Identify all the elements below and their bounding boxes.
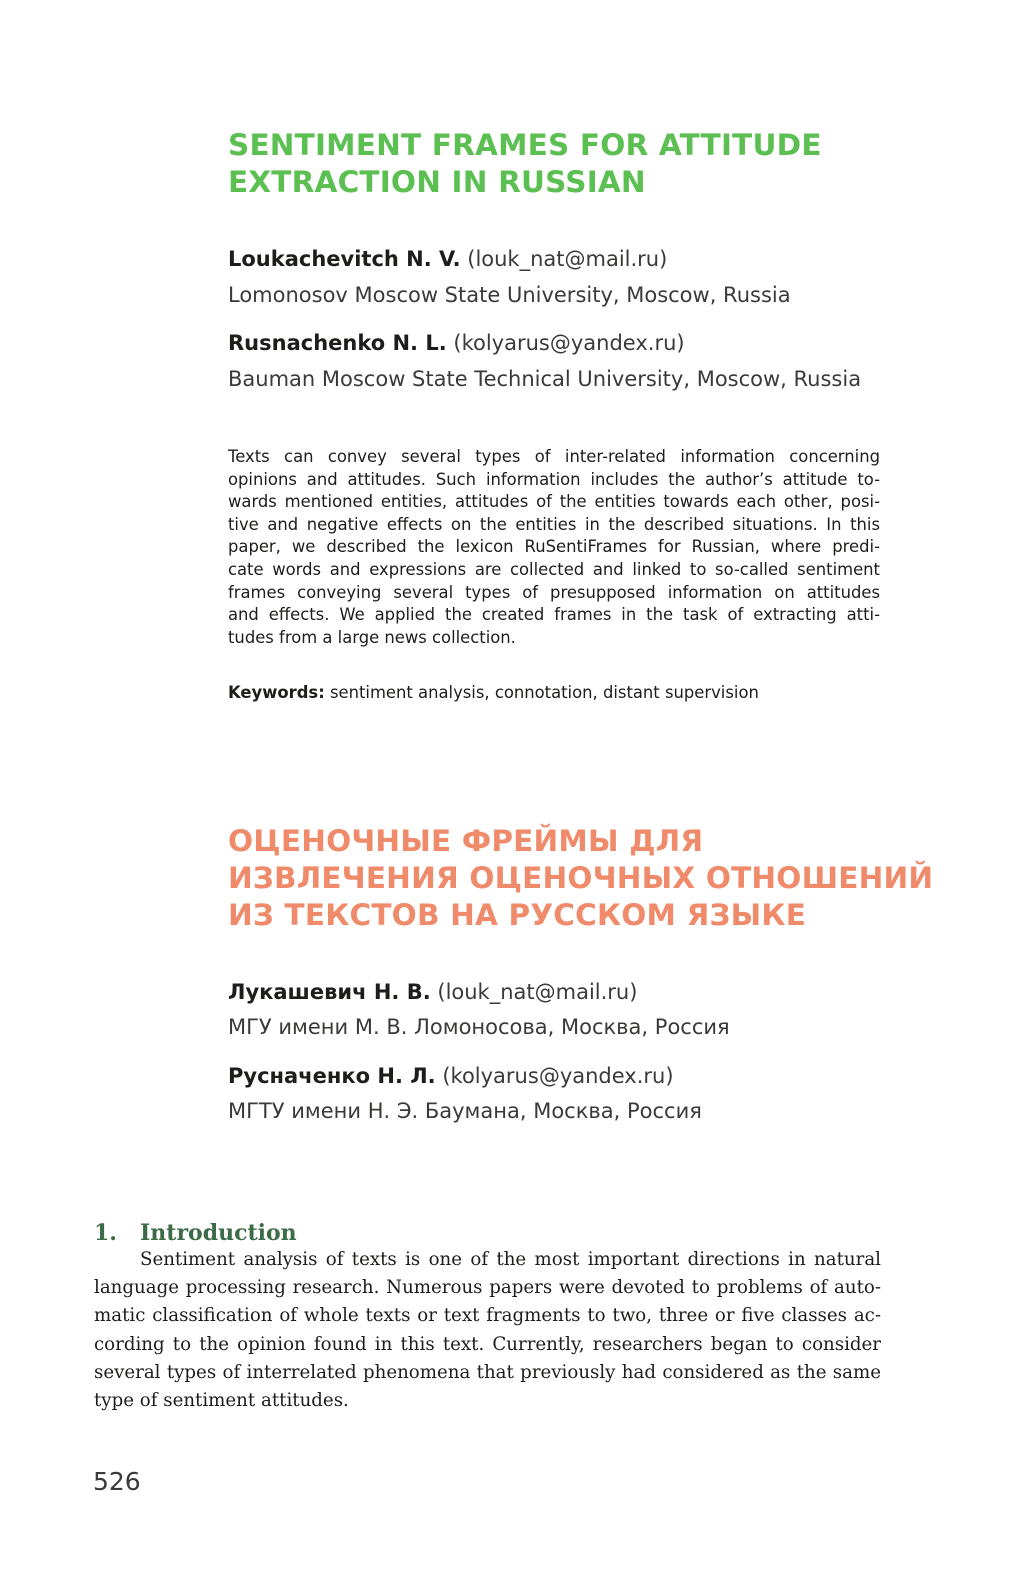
russian-author-1-affiliation: МГУ имени М. В. Ломоносова, Москва, Россия (228, 1015, 730, 1039)
author-email: (kolyarus@yandex.ru) (453, 331, 685, 355)
paragraph-line: type of sentiment attitudes. (94, 1389, 349, 1411)
abstract-line: wards mentioned entities, attitudes of the entities towards each other, posi- (228, 492, 880, 512)
russian-title-line: ИЗ ТЕКСТОВ НА РУССКОМ ЯЗЫКЕ (228, 898, 807, 932)
abstract-line: paper, we described the lexicon RuSentiFrames for Russian, where predi- (228, 537, 880, 557)
english-title-line: EXTRACTION IN RUSSIAN (228, 165, 646, 199)
russian-author-2 (228, 1063, 908, 1089)
abstract-line: tudes from a large news collection. (228, 627, 516, 647)
abstract-line: Texts can convey several types of inter-related information concerning (228, 447, 880, 466)
russian-title-line: ИЗВЛЕЧЕНИЯ ОЦЕНОЧНЫХ ОТНОШЕНИЙ (228, 861, 934, 895)
keywords-label: Keywords: (228, 683, 325, 702)
abstract-line: opinions and attitudes. Such information includes the author’s attitude to- (228, 469, 880, 489)
author-name: Русначенко Н. Л. (228, 1064, 436, 1088)
section-number: 1. (94, 1220, 117, 1247)
russian-title (228, 823, 934, 934)
author-email: (louk_nat@mail.ru) (437, 980, 638, 1004)
english-author-2-affiliation: Bauman Moscow State Technical University, Moscow, Russia (228, 367, 862, 391)
english-title (228, 127, 908, 201)
paragraph-line: Sentiment analysis of texts is one of the most important directions in natural (140, 1249, 881, 1270)
abstract (228, 446, 880, 649)
paragraph-line: cording to the opinion found in this text. Currently, researchers began to consider (94, 1333, 881, 1355)
russian-title-line: ОЦЕНОЧНЫЕ ФРЕЙМЫ ДЛЯ (228, 824, 704, 858)
abstract-line: frames conveying several types of presupposed information on attitudes (228, 582, 880, 602)
author-name: Rusnachenko N. L. (228, 331, 447, 355)
paragraph-line: several types of interrelated phenomena that previously had considered as the same (94, 1361, 881, 1383)
introduction-paragraph (94, 1246, 881, 1415)
abstract-line: and effects. We applied the created frames in the task of extracting atti- (228, 605, 880, 625)
keywords-text: sentiment analysis, connotation, distant supervision (329, 683, 759, 702)
page-number: 526 (93, 1467, 141, 1496)
section-title: Introduction (140, 1220, 297, 1247)
english-title-line: SENTIMENT FRAMES FOR ATTITUDE (228, 128, 822, 162)
author-email: (louk_nat@mail.ru) (467, 247, 668, 271)
russian-author-2-affiliation: МГТУ имени Н. Э. Баумана, Москва, Россия (228, 1099, 702, 1123)
keywords (228, 682, 888, 704)
abstract-line: cate words and expressions are collected and linked to so-called sentiment (228, 559, 880, 579)
english-author-1-affiliation: Lomonosov Moscow State University, Moscow, Russia (228, 283, 791, 307)
author-email: (kolyarus@yandex.ru) (442, 1064, 674, 1088)
author-name: Лукашевич Н. В. (228, 980, 431, 1004)
english-author-1 (228, 246, 908, 272)
english-author-2 (228, 330, 908, 356)
russian-author-1 (228, 979, 908, 1005)
paragraph-line: language processing research. Numerous papers were devoted to problems of auto- (94, 1277, 881, 1299)
abstract-line: tive and negative effects on the entities in the described situations. In this (228, 514, 880, 534)
paragraph-line: matic classification of whole texts or text fragments to two, three or five classes ac- (94, 1305, 881, 1327)
author-name: Loukachevitch N. V. (228, 247, 461, 271)
section-heading (94, 1218, 297, 1248)
